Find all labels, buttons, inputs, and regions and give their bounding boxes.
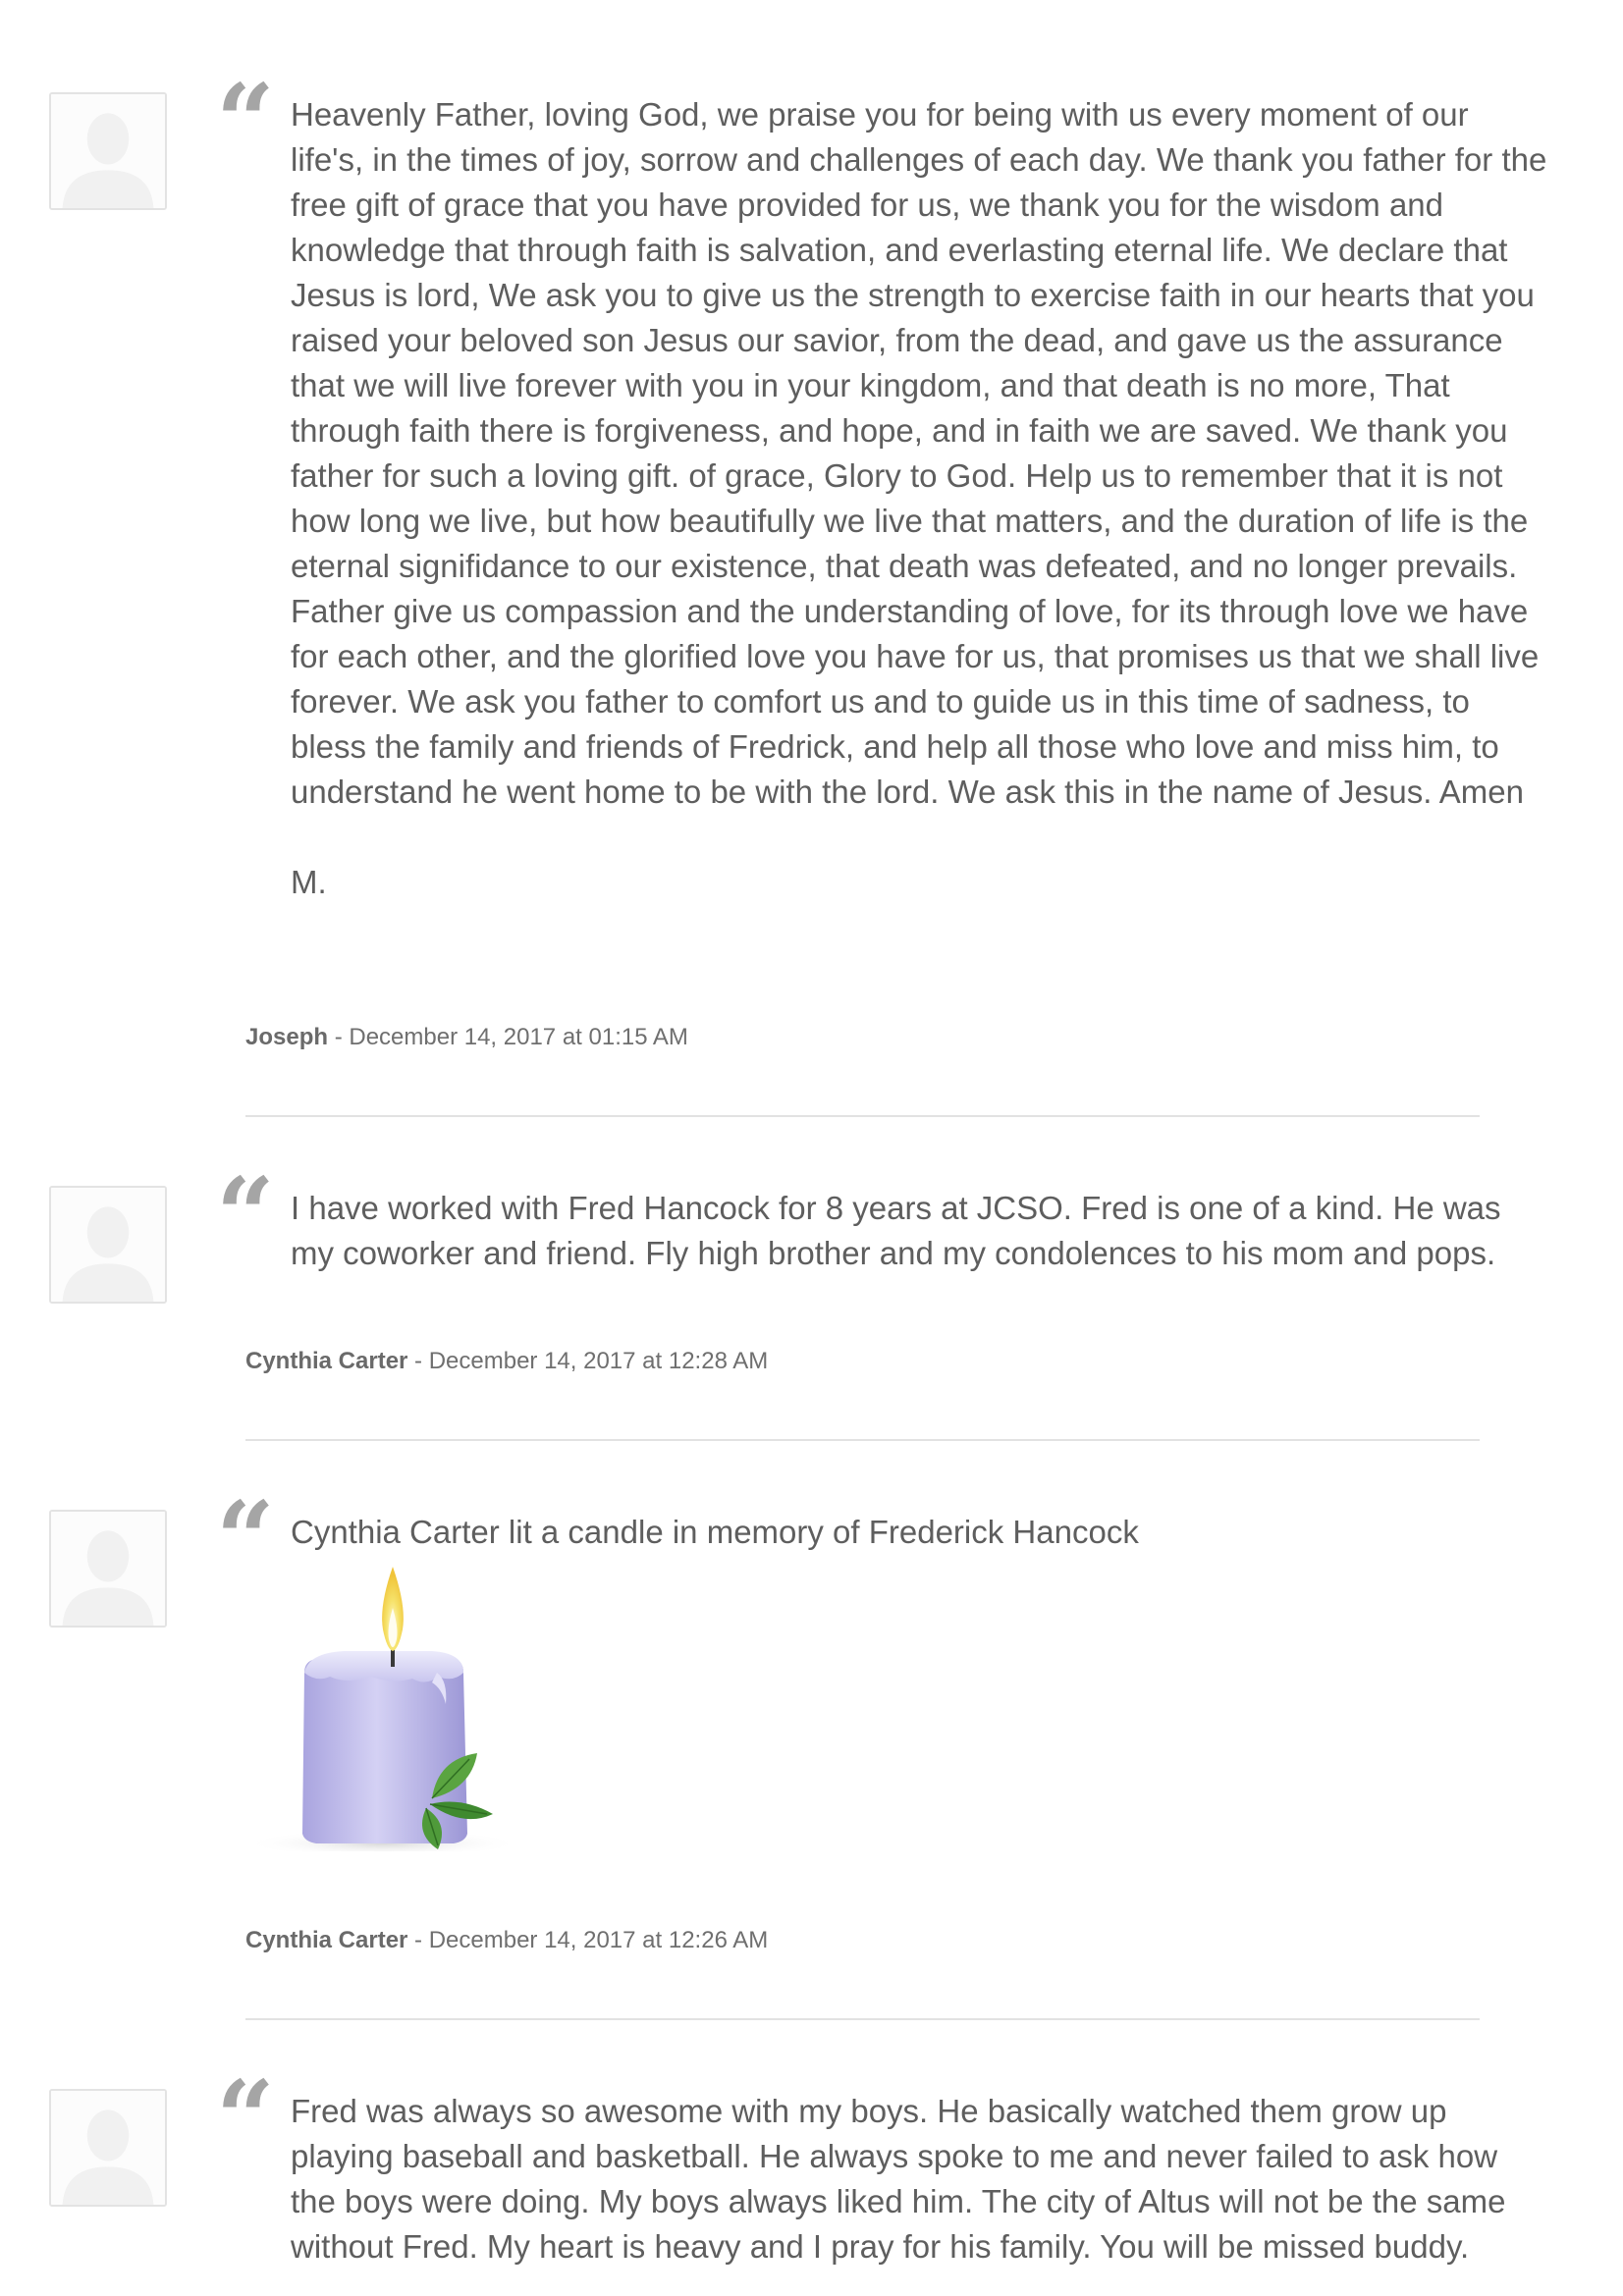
comment-byline — [245, 1023, 688, 1052]
avatar-placeholder-icon — [49, 92, 167, 210]
byline-separator: - — [407, 1348, 429, 1374]
entry-divider — [245, 2018, 1480, 2020]
entry-divider — [245, 1439, 1480, 1441]
avatar-placeholder-icon — [49, 1186, 167, 1304]
author-name: Cynthia Carter — [245, 1348, 408, 1374]
comment-byline — [245, 1926, 768, 1955]
opening-quote-icon: “ — [216, 1154, 275, 1275]
candle-message: Cynthia Carter lit a candle in memory of Frederick Hancock — [291, 1514, 1139, 1550]
post-date: December 14, 2017 at 12:28 AM — [428, 1348, 769, 1374]
opening-quote-icon: “ — [216, 2057, 275, 2178]
condolence-message: I have worked with Fred Hancock for 8 years at JCSO. Fred is one of a kind. He was my coworker and friend. Fly high brother and my condolences to his mom and pops. — [291, 1190, 1501, 1271]
avatar-placeholder-icon — [49, 1510, 167, 1628]
opening-quote-icon: “ — [216, 1478, 275, 1599]
opening-quote-icon: “ — [216, 61, 275, 182]
author-name: Cynthia Carter — [245, 1927, 408, 1953]
memorial-candle-icon — [245, 1557, 540, 1851]
byline-separator: - — [328, 1024, 350, 1050]
avatar-placeholder-icon — [49, 2089, 167, 2207]
post-date: December 14, 2017 at 12:26 AM — [428, 1927, 769, 1953]
condolence-message: Heavenly Father, loving God, we praise you for being with us every moment of our life's, in the times of joy, sorrow and challenges of each day. We thank you father for the free gift of grace that you have provided for us, we thank you for the wisdom and knowledge that through faith is salvation, and everlasting eternal life. We declare that Jesus is lord, We ask you to give us the strength to exercise faith in our hearts that you raised your beloved son Jesus our savior, from the dead, and gave us the assurance that we will live forever with you in your kingdom, and that death is no more, That through faith there is forgiveness, and hope, and in faith we are saved. We thank you father for such a loving gift. of grace, Glory to God. Help us to remember that it is not how long we live, but how beautifully we live that matters, and the duration of life is the eternal signifidance to our existence, that death was defeated, and no longer prevails. Father give us compassion and the understanding of love, for its through love we have for each other, and the glorified love you have for us, that promises us that we shall live forever. We ask you father to comfort us and to guide us in this time of sadness, to bless the family and friends of Fredrick, and help all those who love and miss him, to understand he went home to be with the lord. We ask this in the name of Jesus. Amen M. — [291, 96, 1547, 900]
post-date: December 14, 2017 at 01:15 AM — [349, 1024, 688, 1050]
entry-divider — [245, 1115, 1480, 1117]
byline-separator: - — [407, 1927, 429, 1953]
comment-byline — [245, 1347, 768, 1376]
condolence-message: Fred was always so awesome with my boys. He basically watched them grow up playing baseball and basketball. He always spoke to me and never failed to ask how the boys were doing. My boys always liked him. The city of Altus will not be the same without Fred. My heart is heavy and I pray for his family. You will be missed buddy. — [291, 2093, 1506, 2265]
author-name: Joseph — [245, 1024, 329, 1050]
